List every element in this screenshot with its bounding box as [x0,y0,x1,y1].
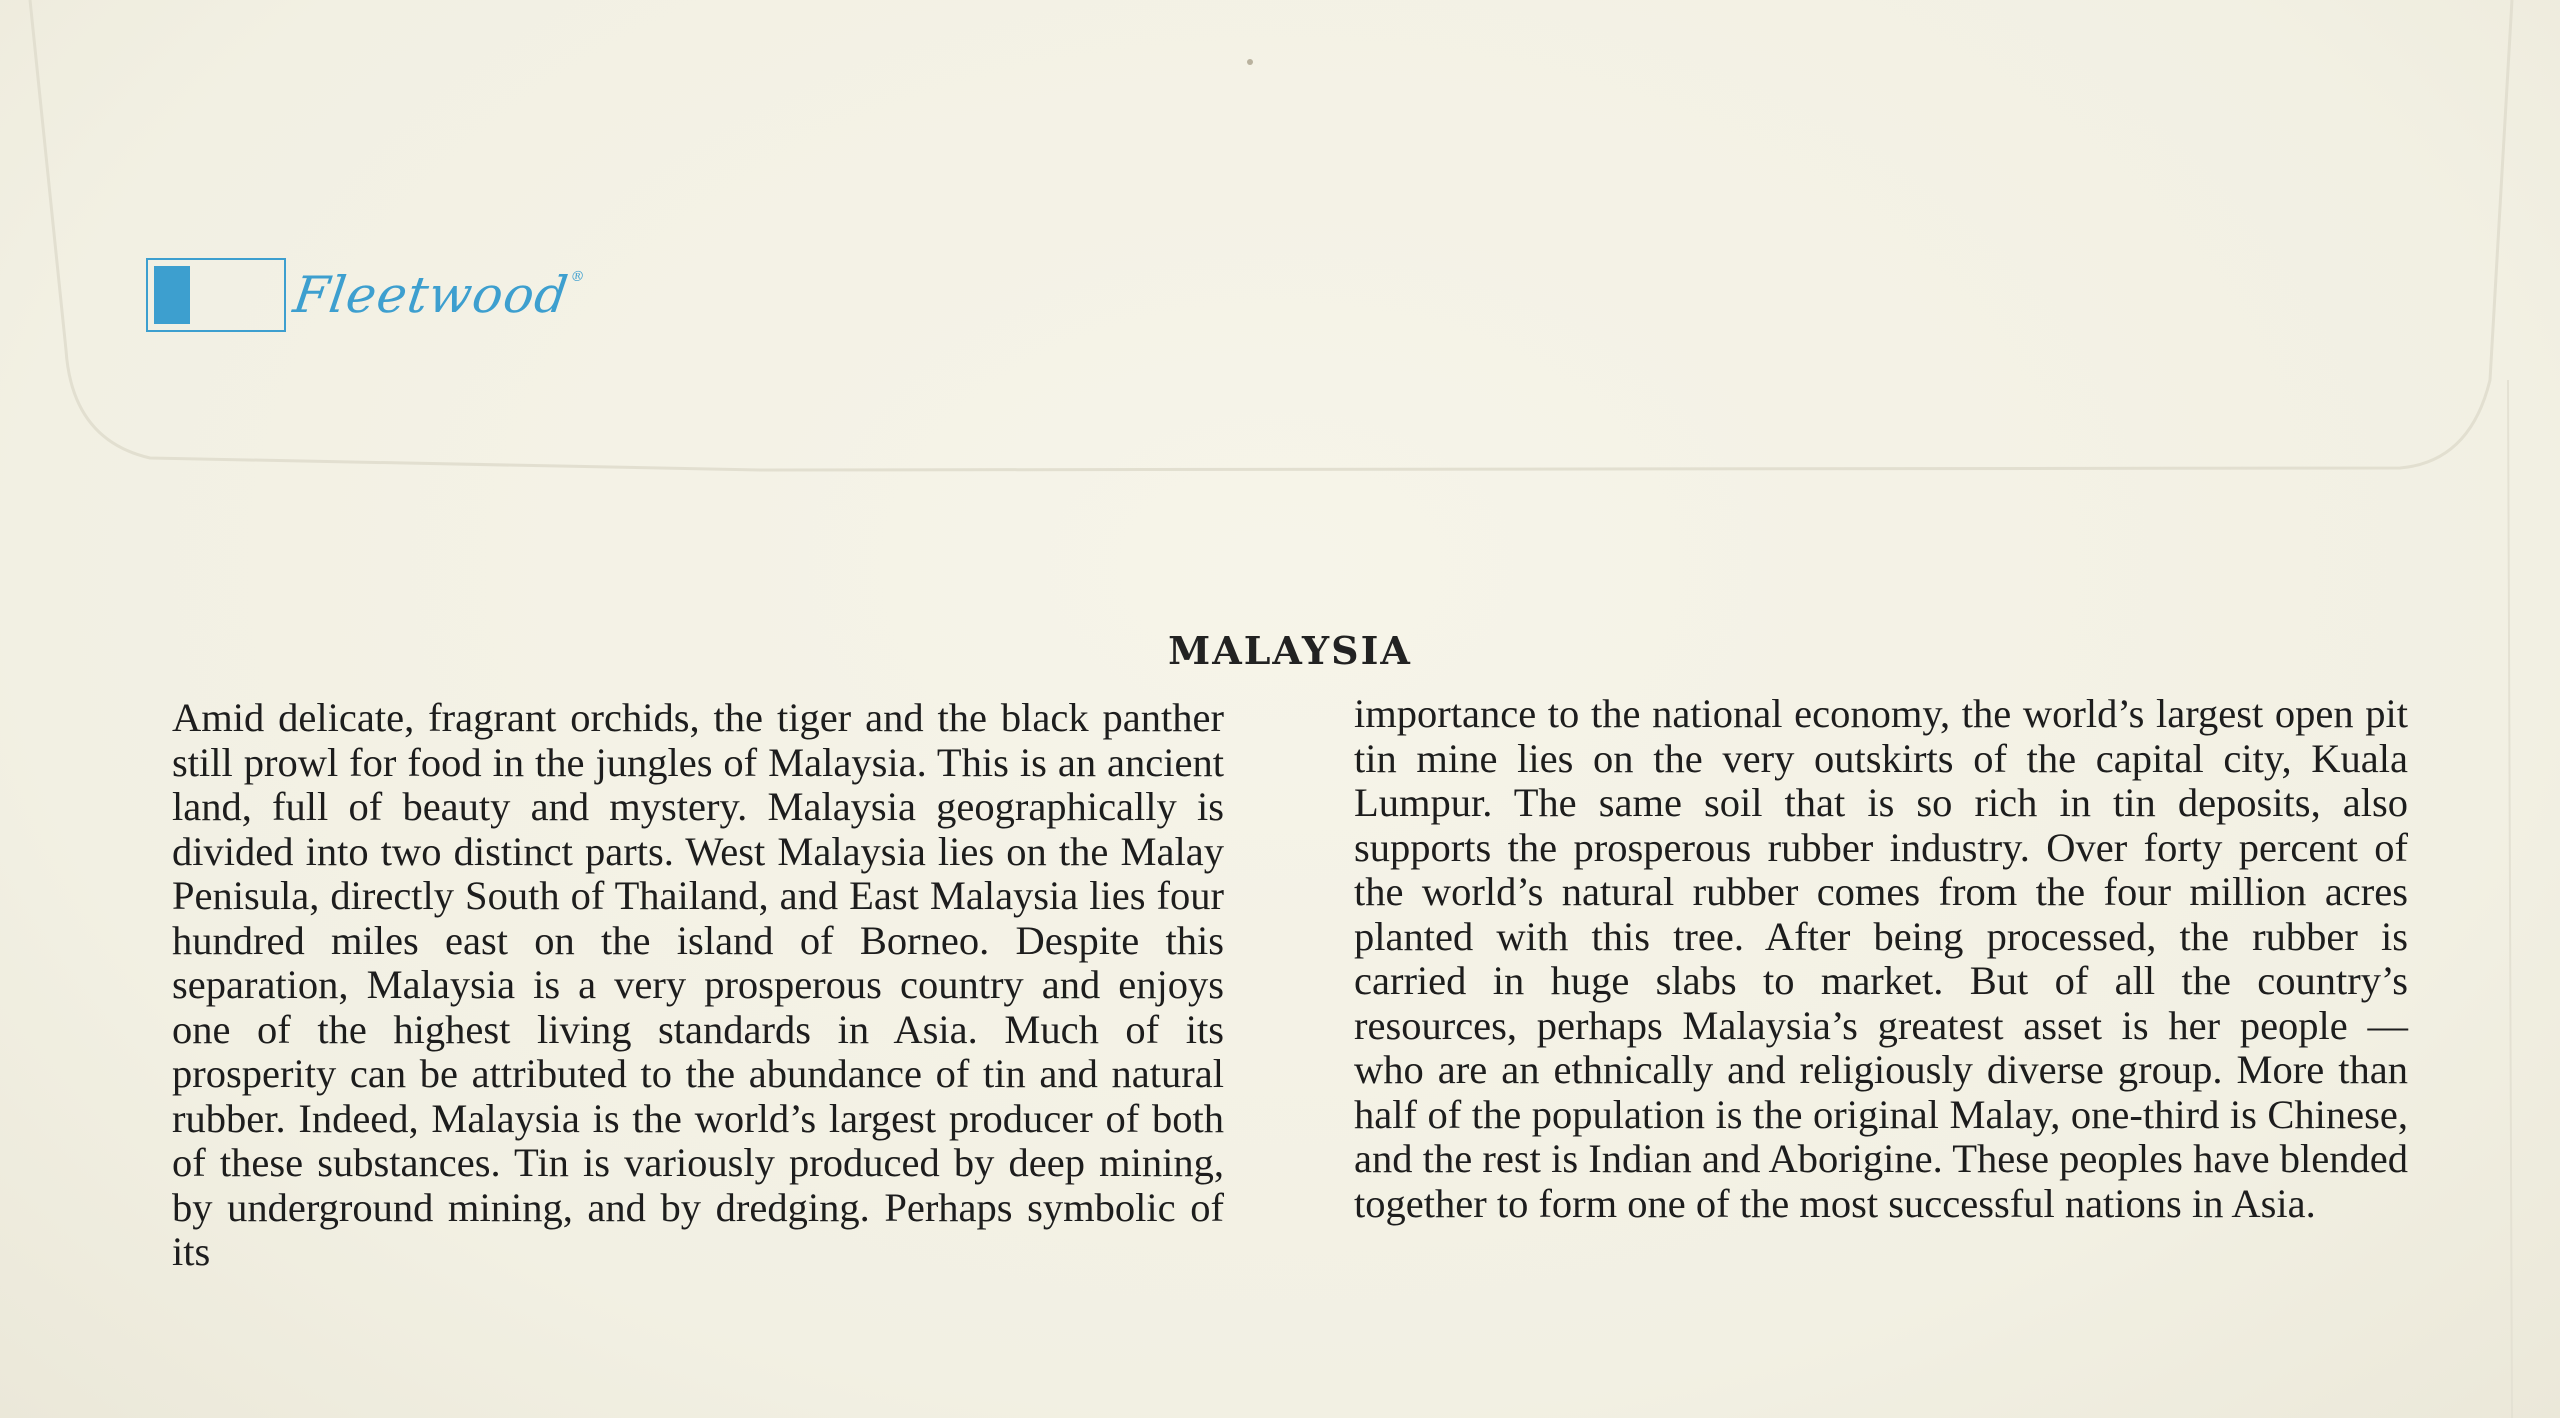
article-column-right [1354,692,2408,1226]
article-column-left [172,696,1224,1275]
article-title: MALAYSIA [1168,628,1412,673]
article-text-left: Amid delicate, fragrant orchids, the tiger and the black panther still prowl for food in the jungles of Malaysia. This is an ancient land, full of beauty and mystery. Malaysia geographically is divided into two distinct parts. West Malaysia lies on the Malay Penisula, directly South of Thailand, and East Malaysia lies four hundred miles east on the island of Borneo. Despite this separation, Malaysia is a very prosperous country and enjoys one of the highest living standards in Asia. Much of its prosperity can be attributed to the abundance of tin and natural rubber. Indeed, Malaysia is the world’s largest producer of both of these substances. Tin is variously produced by deep mining, by underground mining, and by dredging. Perhaps symbolic of its [172,695,1224,1274]
article-text-right: importance to the national economy, the world’s largest open pit tin mine lies on the very outskirts of the capital city, Kuala Lumpur. The same soil that is so rich in tin deposits, also supports the prosperous rubber industry. Over forty percent of the world’s natural rubber comes from the four million acres planted with this tree. After being processed, the rubber is carried in huge slabs to market. But of all the country’s resources, perhaps Malaysia’s greatest asset is her people — who are an ethnically and religiously diverse group. More than half of the population is the original Malay, one-third is Chinese, and the rest is Indian and Aborigine. These peoples have blended together to form one of the most successful nations in Asia. [1354,691,2408,1226]
logo-box-icon [146,258,286,332]
logo-wordmark: Fleetwood® [289,266,587,324]
fleetwood-logo [146,258,587,332]
